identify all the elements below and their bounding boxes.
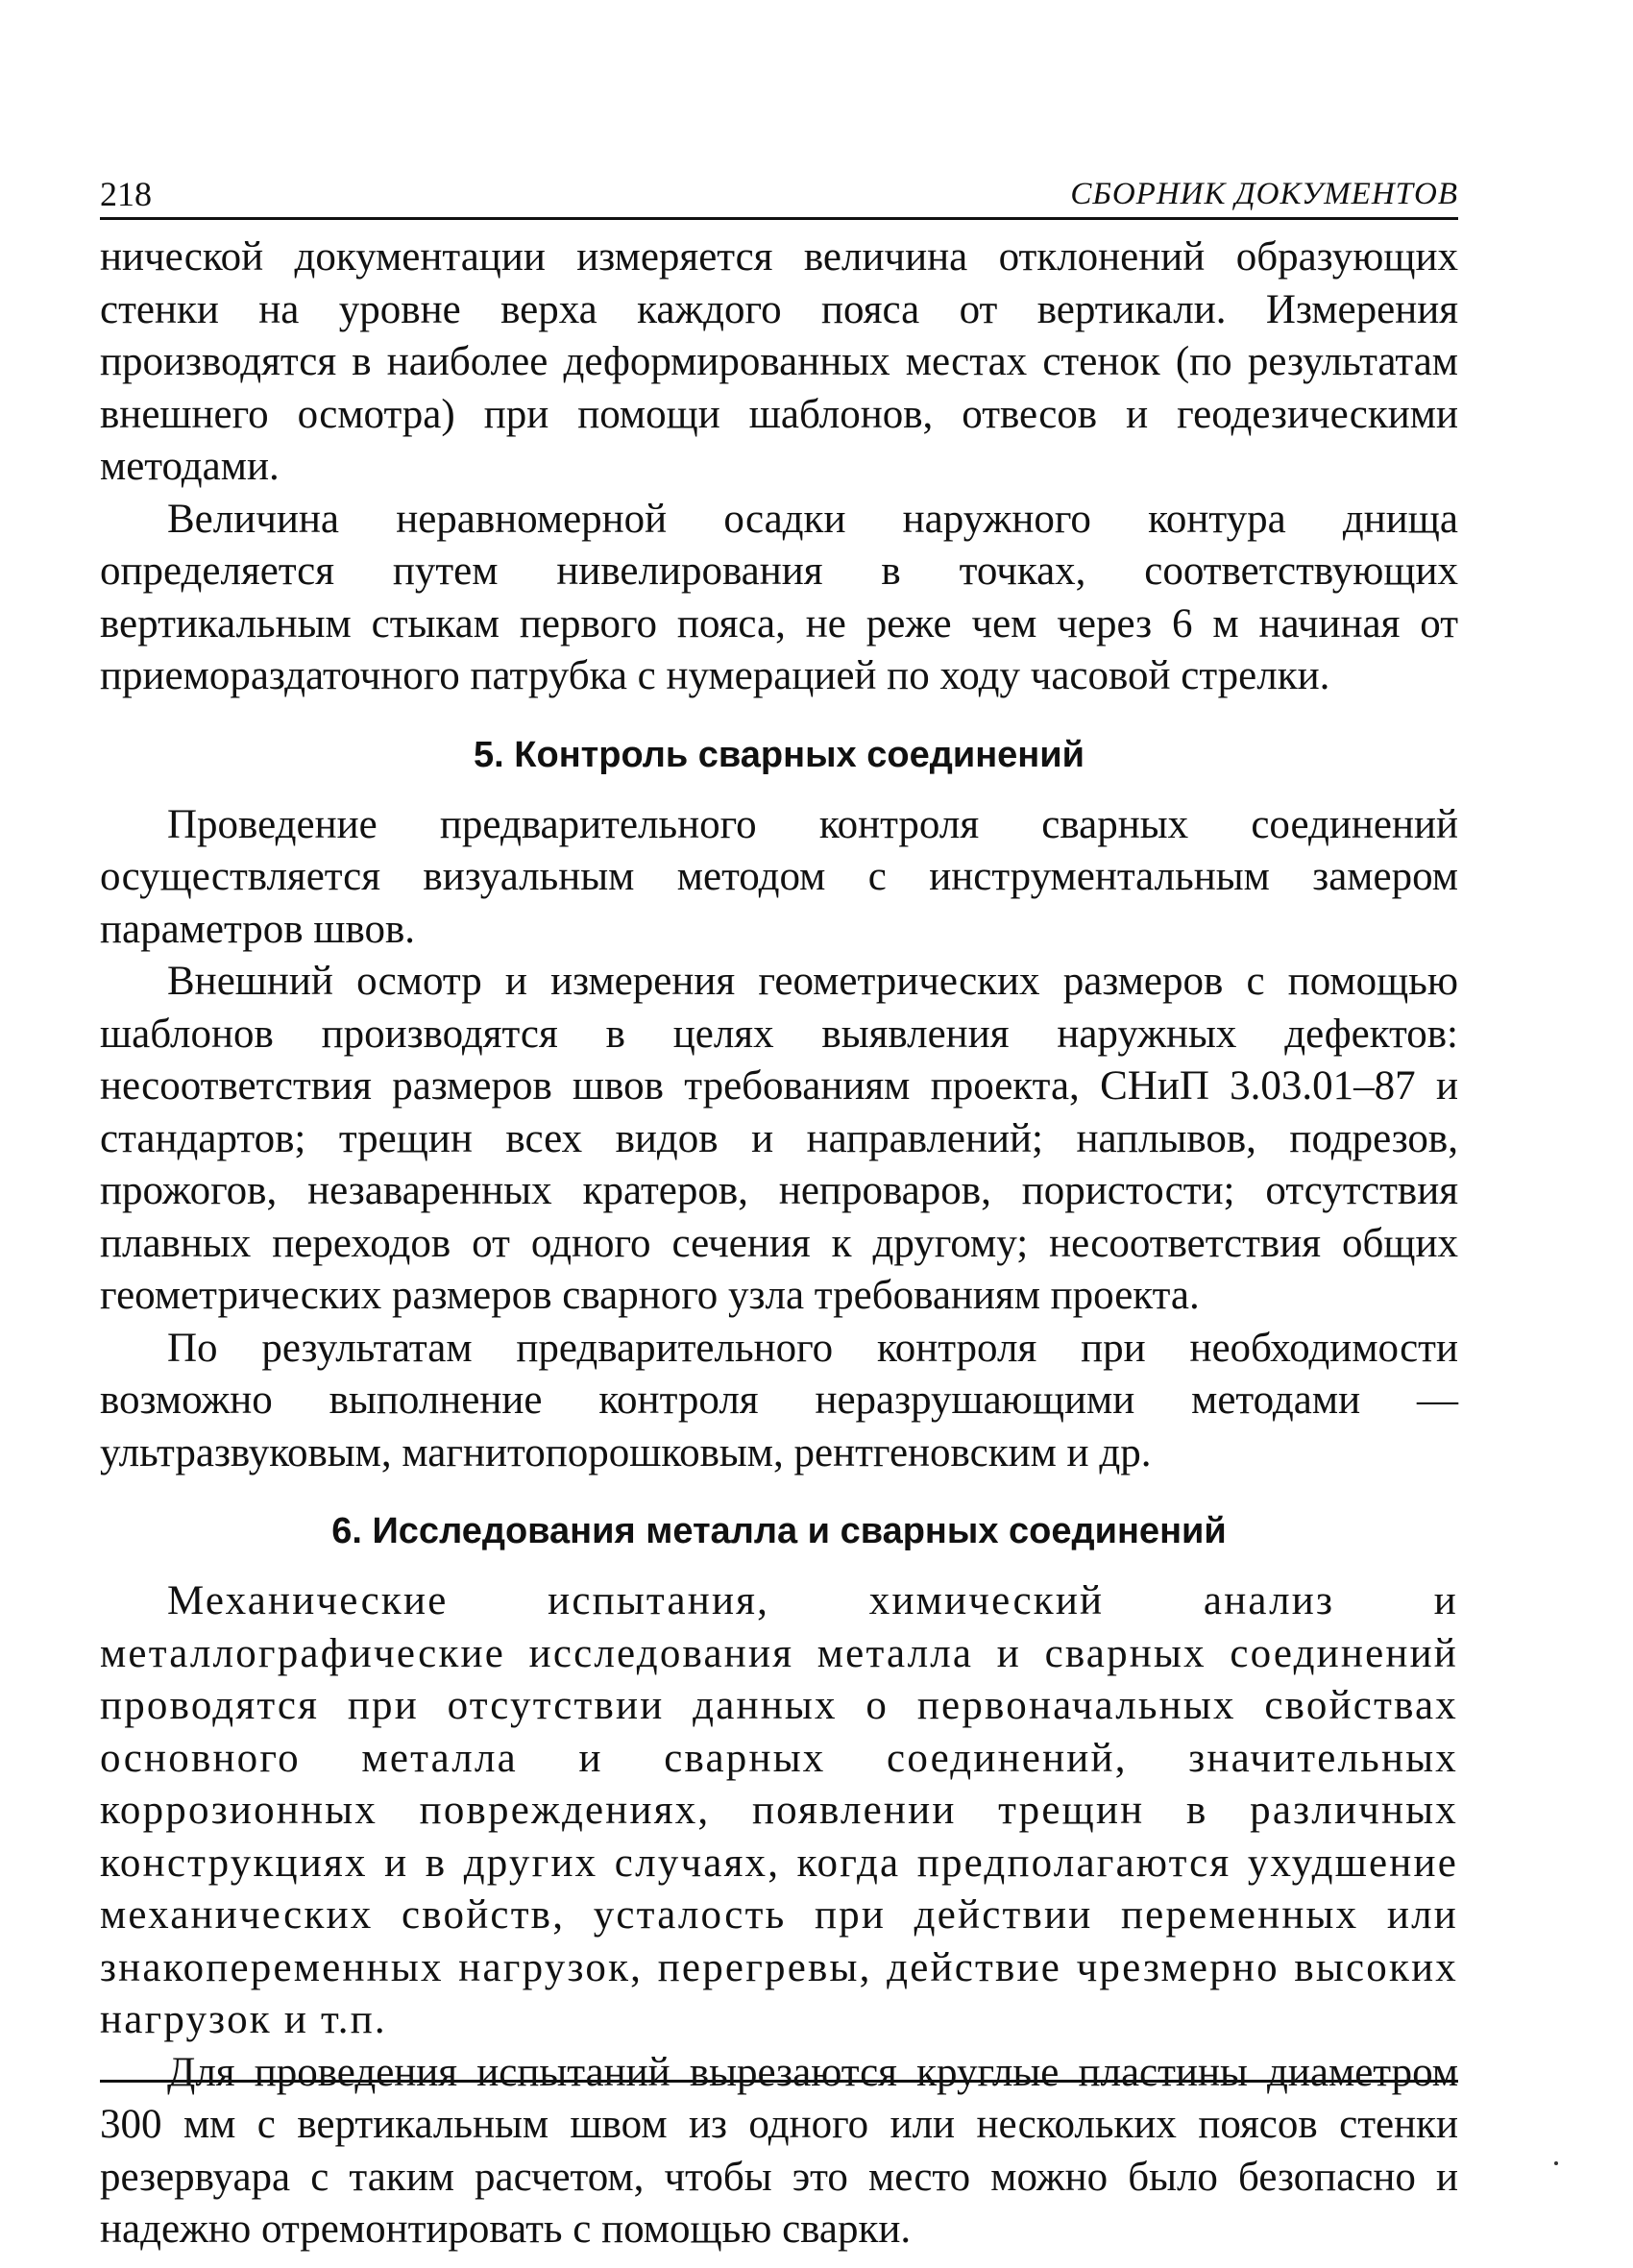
- bottom-rule: [100, 2080, 1458, 2083]
- paragraph-visual-inspection: Внешний осмотр и измерения геометрических размеров с помощью шаблонов производятся в целях выявления наружных дефектов: несоответствия размеров швов требованиям проекта, СНиП 3.03.01–87 и стандартов; трещин всех видов и направлений; наплывов, подрезов, прожогов, незаваренных кратеров, непроваров, пористости; отсутствия плавных переходов от одного сечения к другому; несоответствия общих геометрических размеров сварного узла требованиям проекта.: [100, 959, 1458, 1318]
- paragraph-sample-cutting: Для проведения испытаний вырезаются круглые пластины диаметром 300 мм с вертикальным швом из одного или нескольких поясов стенки резервуара с таким расчетом, чтобы это место можно было безопасно и надежно отремонтировать с помощью сварки.: [100, 2049, 1458, 2252]
- paragraph-settlement: Величина неравномерной осадки наружного контура днища определяется путем нивелирования в точках, соответствующих вертикальным стыкам первого пояса, не реже чем через 6 м начиная от приемораздаточного патрубка с нумерацией по ходу часовой стрелки.: [100, 496, 1458, 698]
- paragraph-mechanical-tests: Механические испытания, химический анализ и металлографические исследования металла и сварных соединений проводятся при отсутствии данных о первоначальных свойствах основного металла и сварных соединений, значительных коррозионных повреждениях, появлении трещин в различных конструкциях и в других случаях, когда предполагаются ухудшение механических свойств, усталость при действии переменных или знакопеременных нагрузок, перегревы, действие чрезмерно высоких нагрузок и т.п.: [100, 1578, 1458, 2042]
- document-page: [100, 163, 1458, 2256]
- paragraph-continued: нической документации измеряется величина отклонений образующих стенки на уровне верха каждого пояса от вертикали. Измерения производятся в наиболее деформированных местах стенок (по результатам внешнего осмотра) при помощи шаблонов, отвесов и геодезическими методами.: [100, 234, 1458, 489]
- section-heading-6: 6. Исследования металла и сварных соединений: [331, 1511, 1227, 1551]
- paragraph-ndt-methods: По результатам предварительного контроля при необходимости возможно выполнение контроля неразрушающими методами — ультразвуковым, магнитопорошковым, рентгеновским и др.: [100, 1325, 1458, 1475]
- running-title: СБОРНИК ДОКУМЕНТОВ: [1070, 177, 1458, 211]
- document-body: [100, 232, 1458, 2256]
- page-number: 218: [100, 175, 152, 213]
- section-heading-5: 5. Контроль сварных соединений: [474, 734, 1085, 775]
- scan-speck: [1554, 2161, 1558, 2165]
- paragraph-preliminary-control: Проведение предварительного контроля сварных соединений осуществляется визуальным методом с инструментальным замером параметров швов.: [100, 801, 1458, 952]
- running-header: [100, 163, 1458, 220]
